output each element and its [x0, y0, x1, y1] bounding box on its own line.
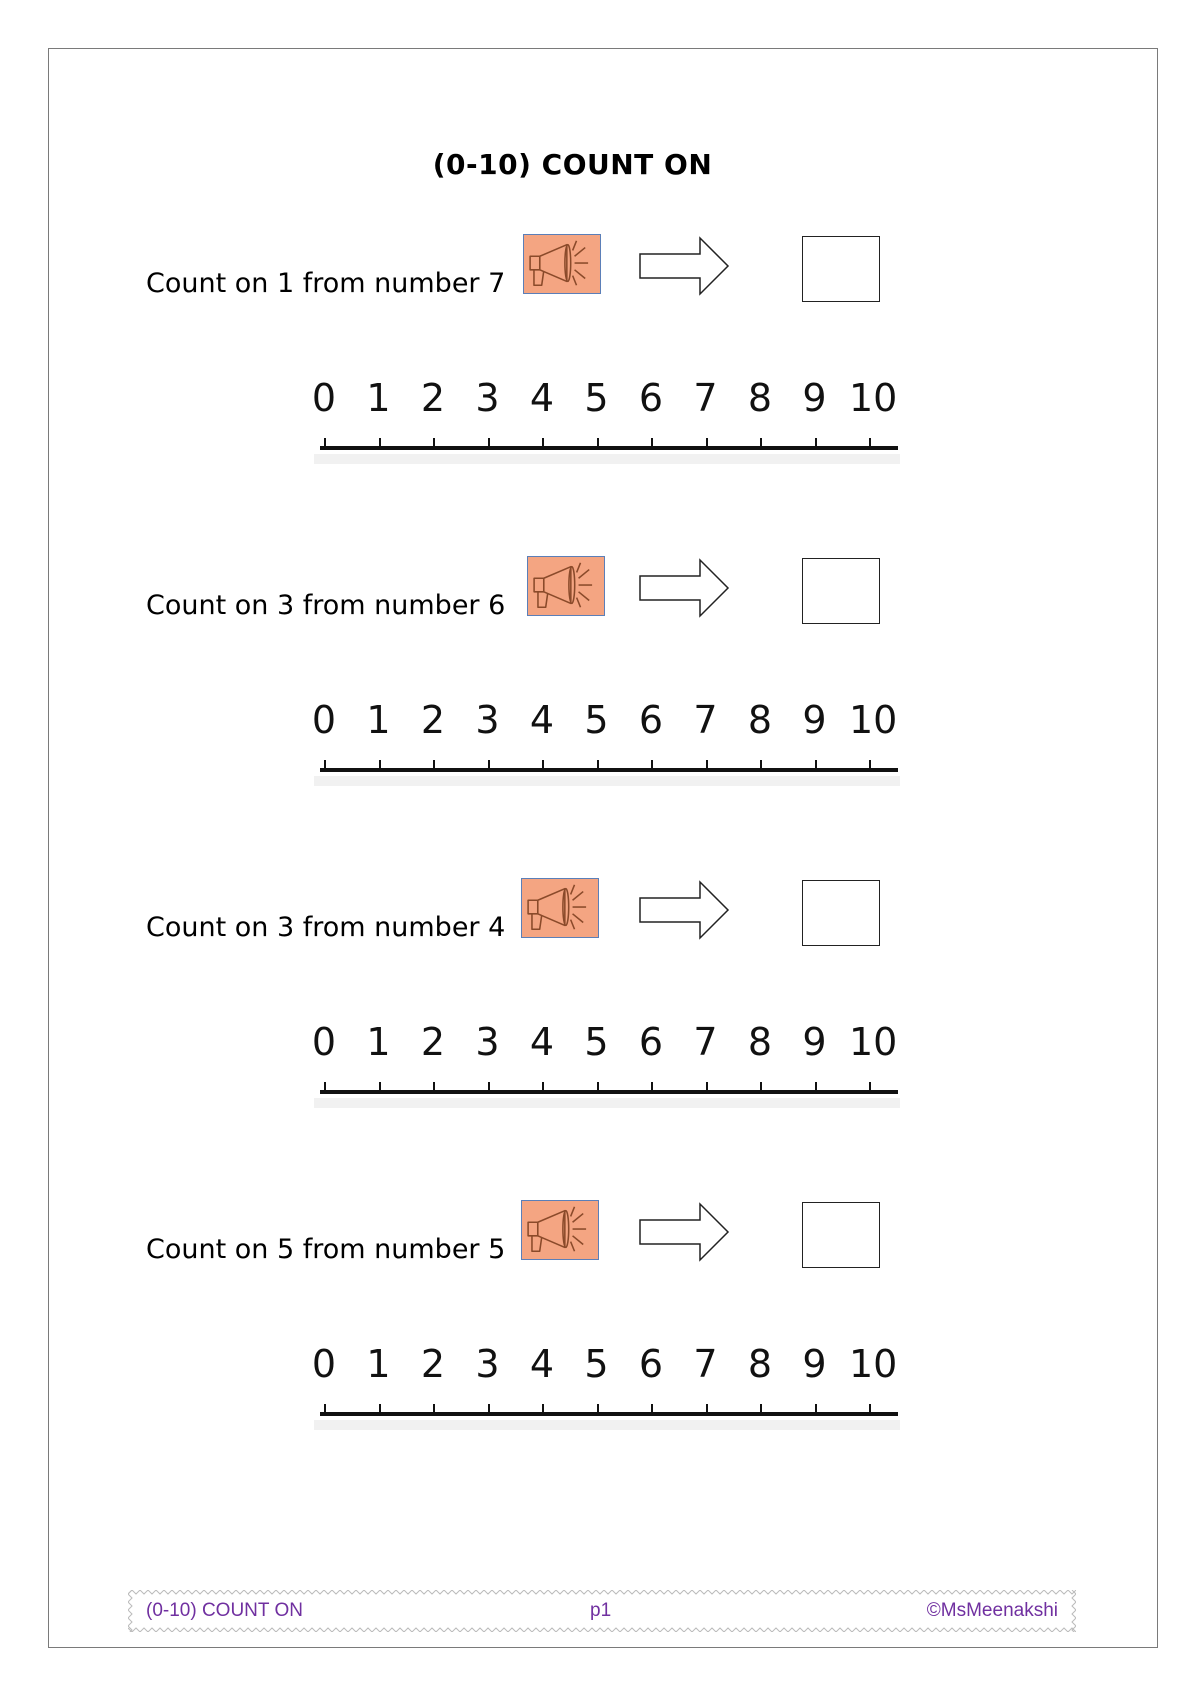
- number-line-label: 7: [693, 376, 718, 420]
- number-line-label: 10: [849, 1342, 898, 1386]
- number-line-label: 10: [849, 698, 898, 742]
- question-block: [0, 1166, 1200, 1486]
- question-text: Count on 5 from number 5: [146, 1234, 506, 1265]
- speaker-button[interactable]: [527, 556, 605, 616]
- footer-copyright: ©MsMeenakshi: [926, 1600, 1058, 1621]
- right-arrow-icon: [638, 236, 730, 296]
- number-line-label: 9: [802, 376, 827, 420]
- number-line-label: 3: [475, 376, 500, 420]
- number-line-label: 4: [529, 1020, 555, 1064]
- number-line-tick: [706, 1404, 708, 1414]
- number-line-label: 4: [529, 1342, 555, 1386]
- number-line-tick: [869, 1404, 871, 1414]
- number-line-tick: [324, 438, 326, 448]
- number-line-tick: [433, 760, 435, 770]
- number-line-shadow: [314, 1098, 900, 1108]
- number-line-label: 7: [693, 698, 718, 742]
- number-line-tick: [815, 1082, 817, 1092]
- number-line-tick: [488, 1404, 490, 1414]
- number-line-label: 9: [802, 1342, 827, 1386]
- footer-page-number: p1: [590, 1600, 612, 1621]
- footer-title: (0-10) COUNT ON: [146, 1600, 303, 1621]
- number-line-tick: [869, 760, 871, 770]
- number-line-tick: [869, 438, 871, 448]
- answer-box[interactable]: [802, 880, 880, 946]
- number-line-tick: [597, 760, 599, 770]
- number-line-tick: [815, 760, 817, 770]
- number-line-label: 6: [638, 376, 664, 420]
- speaker-button[interactable]: [521, 1200, 599, 1260]
- right-arrow-icon: [638, 1202, 730, 1262]
- number-line-axis: [320, 1090, 898, 1094]
- number-line-label: 3: [475, 698, 500, 742]
- question-text: Count on 1 from number 7: [146, 268, 506, 299]
- answer-box[interactable]: [802, 558, 880, 624]
- number-line-tick: [760, 438, 762, 448]
- number-line-tick: [760, 760, 762, 770]
- number-line-label: 1: [366, 1342, 391, 1386]
- number-line-tick: [488, 1082, 490, 1092]
- right-arrow-icon: [638, 558, 730, 618]
- number-line-tick: [815, 438, 817, 448]
- number-line-tick: [597, 1404, 599, 1414]
- number-line-label: 1: [366, 376, 391, 420]
- answer-box[interactable]: [802, 236, 880, 302]
- question-text: Count on 3 from number 4: [146, 912, 506, 943]
- number-line-label: 2: [420, 1342, 446, 1386]
- number-line-tick: [706, 438, 708, 448]
- question-block: [0, 844, 1200, 1164]
- number-line: [310, 1020, 900, 1120]
- megaphone-icon: [524, 235, 600, 293]
- number-line-label: 4: [529, 698, 555, 742]
- number-line-tick: [379, 760, 381, 770]
- number-line-tick: [379, 1404, 381, 1414]
- megaphone-icon: [528, 557, 604, 615]
- number-line-axis: [320, 1412, 898, 1416]
- number-line-label: 9: [802, 698, 827, 742]
- number-line-tick: [542, 760, 544, 770]
- number-line-tick: [488, 760, 490, 770]
- number-line-label: 3: [475, 1020, 500, 1064]
- number-line-tick: [433, 438, 435, 448]
- number-line-tick: [542, 438, 544, 448]
- number-line-label: 8: [747, 1342, 773, 1386]
- number-line-axis: [320, 446, 898, 450]
- number-line-label: 7: [693, 1020, 718, 1064]
- megaphone-icon: [522, 1201, 598, 1259]
- number-line-label: 2: [420, 1020, 446, 1064]
- number-line: [310, 698, 900, 798]
- number-line-tick: [706, 1082, 708, 1092]
- number-line-label: 9: [802, 1020, 827, 1064]
- answer-box[interactable]: [802, 1202, 880, 1268]
- number-line-tick: [651, 1404, 653, 1414]
- number-line-label: 0: [311, 698, 337, 742]
- number-line-tick: [542, 1404, 544, 1414]
- number-line-tick: [433, 1404, 435, 1414]
- number-line-label: 0: [311, 1020, 337, 1064]
- number-line-label: 3: [475, 1342, 500, 1386]
- number-line-tick: [542, 1082, 544, 1092]
- number-line-label: 5: [584, 1342, 609, 1386]
- number-line-tick: [597, 438, 599, 448]
- number-line-tick: [597, 1082, 599, 1092]
- number-line-label: 1: [366, 1020, 391, 1064]
- number-line-shadow: [314, 776, 900, 786]
- number-line-label: 6: [638, 1342, 664, 1386]
- page-title: (0-10) COUNT ON: [432, 148, 713, 181]
- number-line-label: 8: [747, 698, 773, 742]
- page-footer: [128, 1590, 1076, 1632]
- number-line-label: 6: [638, 1020, 664, 1064]
- number-line-tick: [379, 438, 381, 448]
- number-line-tick: [869, 1082, 871, 1092]
- number-line-tick: [760, 1082, 762, 1092]
- number-line-label: 1: [366, 698, 391, 742]
- question-block: [0, 522, 1200, 842]
- speaker-button[interactable]: [523, 234, 601, 294]
- number-line: [310, 1342, 900, 1442]
- number-line: [310, 376, 900, 476]
- number-line-label: 10: [849, 1020, 898, 1064]
- number-line-label: 0: [311, 376, 337, 420]
- number-line-tick: [324, 760, 326, 770]
- number-line-label: 8: [747, 1020, 773, 1064]
- number-line-label: 8: [747, 376, 773, 420]
- megaphone-icon: [522, 879, 598, 937]
- number-line-tick: [488, 438, 490, 448]
- number-line-tick: [651, 438, 653, 448]
- number-line-axis: [320, 768, 898, 772]
- number-line-tick: [651, 1082, 653, 1092]
- number-line-label: 0: [311, 1342, 337, 1386]
- number-line-label: 5: [584, 376, 609, 420]
- question-block: [0, 200, 1200, 520]
- number-line-label: 5: [584, 1020, 609, 1064]
- right-arrow-icon: [638, 880, 730, 940]
- number-line-tick: [324, 1404, 326, 1414]
- number-line-tick: [760, 1404, 762, 1414]
- speaker-button[interactable]: [521, 878, 599, 938]
- number-line-label: 6: [638, 698, 664, 742]
- number-line-label: 10: [849, 376, 898, 420]
- question-text: Count on 3 from number 6: [146, 590, 506, 621]
- number-line-tick: [324, 1082, 326, 1092]
- number-line-tick: [433, 1082, 435, 1092]
- number-line-tick: [706, 760, 708, 770]
- number-line-label: 5: [584, 698, 609, 742]
- number-line-tick: [815, 1404, 817, 1414]
- number-line-label: 7: [693, 1342, 718, 1386]
- number-line-tick: [379, 1082, 381, 1092]
- number-line-shadow: [314, 454, 900, 464]
- number-line-label: 4: [529, 376, 555, 420]
- number-line-shadow: [314, 1420, 900, 1430]
- number-line-tick: [651, 760, 653, 770]
- number-line-label: 2: [420, 376, 446, 420]
- number-line-label: 2: [420, 698, 446, 742]
